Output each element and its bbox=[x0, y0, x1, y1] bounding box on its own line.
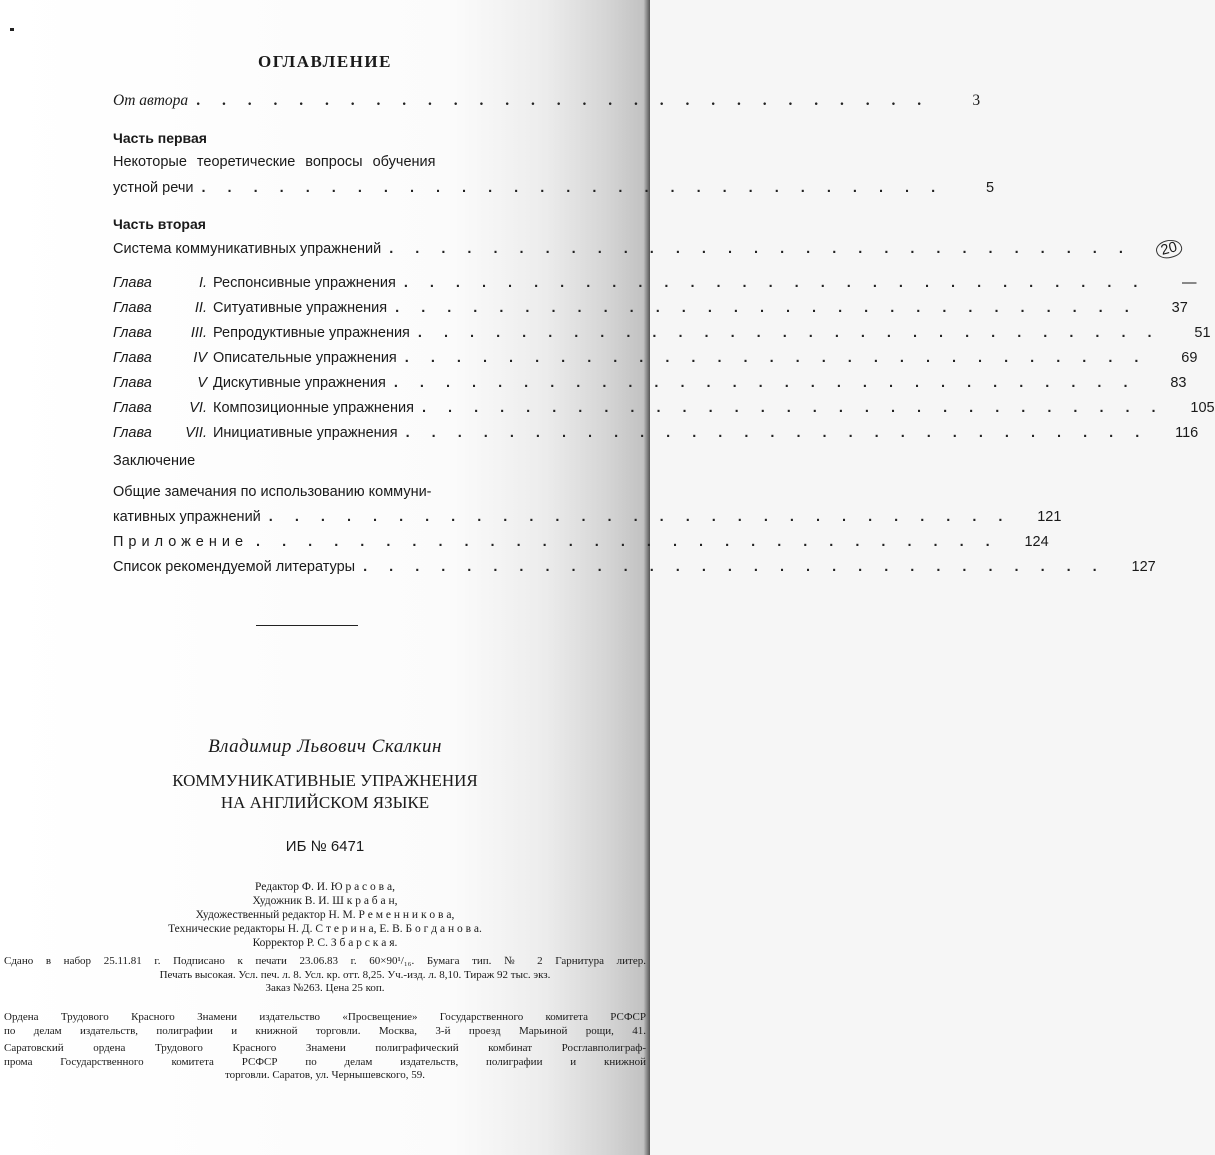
toc-entry-label: От автора bbox=[113, 92, 189, 109]
print-info bbox=[4, 955, 646, 996]
toc-title: ОГЛАВЛЕНИЕ bbox=[258, 52, 392, 71]
toc-chapter-6[interactable] bbox=[113, 400, 1215, 422]
toc-entry-label: Приложение bbox=[113, 534, 249, 550]
toc-entry-part1[interactable] bbox=[113, 180, 995, 202]
credit-proofreader: Корректор Р. С. З б а р с к а я. bbox=[252, 937, 398, 949]
chapter-title: Описательные упражнения bbox=[213, 350, 397, 366]
dot-leader: . . . . . . . . . . . . . . . . . . . . . . . . . . . . . bbox=[403, 275, 1147, 291]
toc-page-number: 3 bbox=[972, 92, 981, 109]
chapter-word: Глава bbox=[113, 350, 152, 366]
print-speck bbox=[10, 28, 14, 31]
chapter-word: Глава bbox=[113, 400, 152, 416]
toc-entry-from-author[interactable] bbox=[113, 92, 981, 114]
dot-leader: . . . . . . . . . . . . . . . . . . . . . . . . . . . . . bbox=[196, 92, 931, 109]
toc-entry-label: Общие замечания по использованию коммуни- bbox=[113, 484, 432, 500]
section-divider bbox=[256, 625, 358, 626]
dot-leader: . . . . . . . . . . . . . . . . . . . . . . . . . . . . . bbox=[363, 559, 1106, 575]
dot-leader: . . . . . . . . . . . . . . . . . . . . . . . . . . . . . bbox=[268, 509, 1012, 525]
toc-chapter-5[interactable] bbox=[113, 375, 1187, 397]
chapter-title: Респонсивные упражнения bbox=[213, 275, 396, 291]
toc-entry-general[interactable] bbox=[113, 509, 1062, 531]
dot-leader: . . . . . . . . . . . . . . . . . . . . . . . . . . . . . bbox=[201, 180, 945, 196]
toc-page-number: 116 bbox=[1175, 425, 1199, 441]
chapter-number: I. bbox=[198, 275, 207, 291]
credits-block bbox=[0, 880, 650, 950]
toc-entry-label: Список рекомендуемой литературы bbox=[113, 559, 356, 575]
toc-page-number: 127 bbox=[1131, 559, 1156, 575]
toc-entry-conclusion[interactable] bbox=[113, 453, 525, 475]
toc-entry-bibliography[interactable] bbox=[113, 559, 1156, 581]
toc-chapter-1[interactable] bbox=[113, 275, 1197, 297]
toc-entry-label: кативных упражнений bbox=[113, 509, 261, 525]
chapter-number: VI. bbox=[189, 400, 207, 416]
dot-leader: . . . . . . . . . . . . . . . . . . . . . . . . . . . . . bbox=[389, 241, 1132, 257]
publisher-line: Ордена Трудового Красного Знамени издательство «Просвещение» Государственного комитета РСФСР bbox=[4, 1011, 646, 1023]
chapter-number: II. bbox=[194, 300, 207, 316]
toc-entry-appendix[interactable] bbox=[113, 534, 1049, 556]
chapter-title: Инициативные упражнения bbox=[213, 425, 398, 441]
toc-page-number: — bbox=[1181, 275, 1197, 291]
part-heading: Часть первая bbox=[113, 130, 207, 146]
chapter-word: Глава bbox=[113, 300, 152, 316]
ib-number: ИБ № 6471 bbox=[285, 838, 365, 855]
credit-art-editor: Художественный редактор Н. М. Р е м е н н и к о в а, bbox=[195, 909, 455, 921]
toc-page-number: 37 bbox=[1171, 300, 1188, 316]
toc-page-number: 5 bbox=[986, 180, 995, 196]
chapter-number: III. bbox=[190, 325, 207, 341]
circled-page-number: 20 bbox=[1154, 237, 1184, 261]
toc-page-number: 124 bbox=[1024, 534, 1049, 550]
toc-entry-label: Система коммуникативных упражнений bbox=[113, 241, 382, 257]
part-heading-1 bbox=[113, 130, 525, 152]
credit-tech-editors: Технические редакторы Н. Д. С т е р и н а, Е. В. Б о г д а н о в а. bbox=[168, 923, 482, 935]
chapter-title: Композиционные упражнения bbox=[213, 400, 414, 416]
toc-page-number bbox=[1140, 240, 1182, 258]
dot-leader: . . . . . . . . . . . . . . . . . . . . . . . . . . . . . bbox=[256, 534, 999, 550]
chapter-number: V bbox=[197, 375, 207, 391]
toc-chapter-4[interactable] bbox=[113, 350, 1198, 372]
chapter-number: IV bbox=[193, 350, 207, 366]
printer-info bbox=[4, 1042, 646, 1083]
chapter-word: Глава bbox=[113, 275, 152, 291]
dot-leader: . . . . . . . . . . . . . . . . . . . . . . . . . . . . . bbox=[404, 350, 1148, 366]
printer-line: торговли. Саратов, ул. Чернышевского, 59. bbox=[225, 1069, 425, 1081]
publisher-info bbox=[4, 1011, 646, 1038]
toc-page-number: 51 bbox=[1194, 325, 1211, 341]
toc-chapter-3[interactable] bbox=[113, 325, 1211, 347]
toc-entry-label: Заключение bbox=[113, 453, 196, 469]
chapter-word: Глава bbox=[113, 375, 152, 391]
print-info-line: Сдано в набор 25.11.81 г. Подписано к печати 23.06.83 г. 60×90¹/₁₆. Бумага тип. № 2 Гарнитура литер. bbox=[4, 955, 646, 967]
toc-entry-general-line1[interactable] bbox=[113, 484, 525, 506]
chapter-number: VII. bbox=[185, 425, 207, 441]
book-title-line-1: КОММУНИКАТИВНЫЕ УПРАЖНЕНИЯ bbox=[172, 771, 478, 790]
book-title-line-2: НА АНГЛИЙСКОМ ЯЗЫКЕ bbox=[220, 793, 430, 812]
credit-editor: Редактор Ф. И. Ю р а с о в а, bbox=[255, 881, 395, 893]
author-name: Владимир Львович Скалкин bbox=[208, 736, 442, 757]
credit-artist: Художник В. И. Ш к р а б а н, bbox=[252, 895, 398, 907]
printer-line: Саратовский ордена Трудового Красного Знамени полиграфический комбинат Росглавполиграф- bbox=[4, 1042, 646, 1054]
chapter-word: Глава bbox=[113, 325, 152, 341]
print-info-line: Заказ №263. Цена 25 коп. bbox=[265, 982, 385, 994]
toc-entry-label: Некоторые теоретические вопросы обучения bbox=[113, 154, 436, 170]
print-info-line: Печать высокая. Усл. печ. л. 8. Усл. кр. отт. 8,25. Уч.-изд. л. 8,10. Тираж 92 тыс. экз. bbox=[159, 968, 551, 981]
book-title bbox=[0, 770, 650, 814]
toc-page-number: 69 bbox=[1181, 350, 1198, 366]
toc-page-number: 121 bbox=[1037, 509, 1062, 525]
dot-leader: . . . . . . . . . . . . . . . . . . . . . . . . . . . . . bbox=[421, 400, 1165, 416]
toc-page-number: 105 bbox=[1190, 400, 1215, 416]
chapter-title: Ситуативные упражнения bbox=[213, 300, 388, 316]
printer-line: прома Государственного комитета РСФСР по делам издательств, полиграфии и книжной bbox=[4, 1055, 646, 1068]
part-heading-2 bbox=[113, 216, 525, 238]
chapter-title: Репродуктивные упражнения bbox=[213, 325, 410, 341]
dot-leader: . . . . . . . . . . . . . . . . . . . . . . . . . . . . . bbox=[395, 300, 1138, 316]
toc-chapter-7[interactable] bbox=[113, 425, 1199, 447]
toc-page-number: 83 bbox=[1170, 375, 1187, 391]
toc-entry-part2[interactable] bbox=[113, 239, 1179, 262]
dot-leader: . . . . . . . . . . . . . . . . . . . . . . . . . . . . . bbox=[393, 375, 1137, 391]
toc-entry-part1-line1[interactable] bbox=[113, 154, 525, 176]
publisher-line: по делам издательств, полиграфии и книжной торговли. Москва, 3-й проезд Марьиной рощи, 41. bbox=[4, 1024, 646, 1037]
dot-leader: . . . . . . . . . . . . . . . . . . . . . . . . . . . . . bbox=[417, 325, 1161, 341]
chapter-word: Глава bbox=[113, 425, 152, 441]
toc-entry-label: устной речи bbox=[113, 180, 194, 196]
chapter-title: Дискутивные упражнения bbox=[213, 375, 386, 391]
part-heading: Часть вторая bbox=[113, 216, 206, 232]
dot-leader: . . . . . . . . . . . . . . . . . . . . . . . . . . . . . bbox=[405, 425, 1149, 441]
toc-chapter-2[interactable] bbox=[113, 300, 1188, 322]
